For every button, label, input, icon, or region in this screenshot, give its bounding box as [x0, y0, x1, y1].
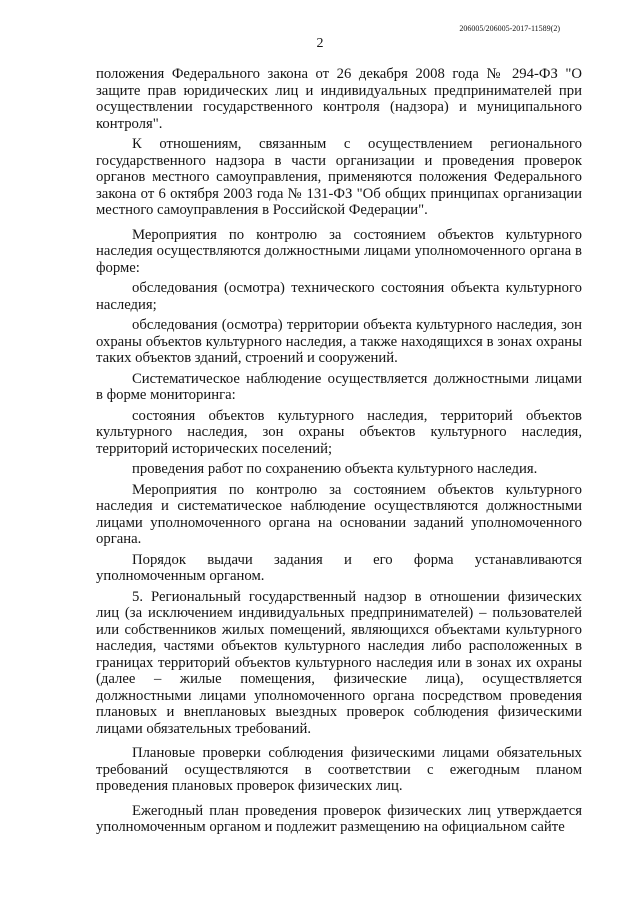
paragraph: Плановые проверки соблюдения физическими лицами обязательных требований осуществляются в соответствии с ежегодным планом проведения плановых проверок физических лиц. — [96, 745, 582, 794]
paragraph: Мероприятия по контролю за состоянием объектов культурного наследия и систематическое наблюдение осуществляются должностными лицами уполномоченного органа на основании заданий уполномоченного органа. — [96, 481, 582, 547]
paragraph: обследования (осмотра) технического состояния объекта культурного наследия; — [96, 280, 582, 313]
paragraph: Систематическое наблюдение осуществляется должностными лицами в форме мониторинга: — [96, 370, 582, 403]
paragraph: Порядок выдачи задания и его форма устанавливаются уполномоченным органом. — [96, 551, 582, 584]
paragraph: 5. Региональный государственный надзор в отношении физических лиц (за исключением индивидуальных предпринимателей) – пользователей или собственников жилых помещений, являющихся объектами культурного наследия, частями объектов культурного наследия либо расположенных в границах территорий объектов культурного наследия или в зонах их охраны (далее – жилые помещения, физические лица), осуществляется должностными лицами уполномоченного органа посредством проведения плановых и внеплановых выездных проверок соблюдения физическими лицами обязательных требований. — [96, 588, 582, 737]
document-id: 206005/206005-2017-11589(2) — [459, 24, 560, 33]
page-number: 2 — [316, 36, 324, 51]
paragraph-continuation: положения Федерального закона от 26 декабря 2008 года № 294-ФЗ "О защите прав юридических лиц и индивидуальных предпринимателей при осуществлении государственного контроля (надзора) и муниципального контроля". — [96, 66, 582, 132]
paragraph: Ежегодный план проведения проверок физических лиц утверждается уполномоченным органом и подлежит размещению на официальном сайте — [96, 802, 582, 835]
paragraph: состояния объектов культурного наследия, территорий объектов культурного наследия, зон охраны объектов культурного наследия, территорий исторических поселений; — [96, 407, 582, 457]
paragraph: обследования (осмотра) территории объекта культурного наследия, зон охраны объектов культурного наследия, а также находящихся в зонах охраны таких объектов зданий, строений и сооружений. — [96, 317, 582, 366]
document-body — [96, 66, 582, 836]
paragraph: проведения работ по сохранению объекта культурного наследия. — [132, 461, 538, 477]
paragraph: К отношениям, связанным с осуществлением регионального государственного надзора в части организации и проведения проверок органов местного самоуправления, применяются положения Федерального закона от 6 октября 2003 года № 131-ФЗ "Об общих принципах организации местного самоуправления в Российской Федерации". — [96, 136, 582, 218]
paragraph: Мероприятия по контролю за состоянием объектов культурного наследия осуществляются должностными лицами уполномоченного органа в форме: — [96, 226, 582, 276]
